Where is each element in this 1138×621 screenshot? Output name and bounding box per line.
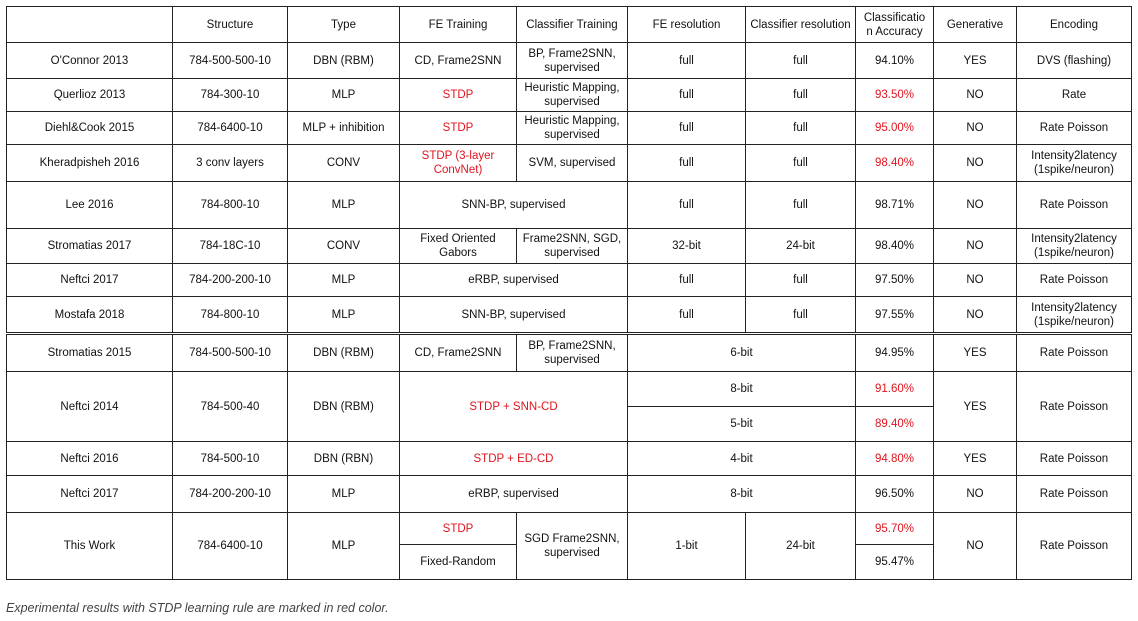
generative-cell: YES [934,334,1017,372]
classifier-training-cell [517,112,628,145]
classifier-training-cell [517,229,628,264]
classifier-resolution-cell: 24-bit [746,513,856,580]
accuracy-cell: 95.70% [856,513,934,545]
generative-cell: YES [934,43,1017,79]
fe-training-cell: CD, Frame2SNN [400,43,517,79]
encoding-cell: Rate Poisson [1017,264,1132,297]
classifier-resolution-cell: 24-bit [746,229,856,264]
resolution-cell: 8-bit [628,476,856,513]
classifier-training-cell: SVM, supervised [517,145,628,182]
classifier-line2: supervised [544,96,600,108]
encoding-cell: Rate Poisson [1017,476,1132,513]
fe-line1: Fixed Oriented [420,233,496,245]
fe-resolution-cell: full [628,79,746,112]
type-cell: DBN (RBM) [288,372,400,442]
table-row [7,513,1132,545]
method-name: Kheradpisheh 2016 [7,145,173,182]
encoding-cell [1017,229,1132,264]
table-row [7,334,1132,372]
classifier-resolution-cell: full [746,112,856,145]
encoding-cell: Rate Poisson [1017,513,1132,580]
header-classifier-resolution: Classifier resolution [746,7,856,43]
header-encoding: Encoding [1017,7,1132,43]
method-name: Neftci 2017 [7,476,173,513]
header-classifier-training: Classifier Training [517,7,628,43]
encoding-cell: Rate Poisson [1017,334,1132,372]
fe-training-cell: STDP [400,112,517,145]
fe-training-cell: STDP [400,79,517,112]
classifier-line1: Heuristic Mapping, [524,115,620,127]
generative-cell: NO [934,264,1017,297]
table-row [7,264,1132,297]
type-cell: MLP + inhibition [288,112,400,145]
generative-cell: NO [934,229,1017,264]
training-cell: STDP + ED-CD [400,442,628,476]
accuracy-cell: 91.60% [856,372,934,407]
method-name: Querlioz 2013 [7,79,173,112]
classifier-training-cell [517,79,628,112]
method-name: This Work [7,513,173,580]
encoding-cell: Rate Poisson [1017,442,1132,476]
structure-cell: 784-500-40 [173,372,288,442]
type-cell: DBN (RBM) [288,43,400,79]
encoding-line1: Intensity2latency [1031,233,1117,245]
generative-cell: NO [934,297,1017,334]
structure-cell: 3 conv layers [173,145,288,182]
header-row [7,7,1132,43]
method-name: Neftci 2016 [7,442,173,476]
structure-cell: 784-200-200-10 [173,476,288,513]
comparison-table-container [6,6,1132,580]
resolution-cell: 6-bit [628,334,856,372]
fe-training-cell [400,229,517,264]
classifier-line1: BP, Frame2SNN, [528,47,616,60]
encoding-line1: Intensity2latency [1031,301,1117,314]
structure-cell: 784-6400-10 [173,112,288,145]
table-row [7,297,1132,334]
table-caption: Experimental results with STDP learning rule are marked in red color. [6,601,389,615]
table-row [7,112,1132,145]
accuracy-cell: 97.55% [856,297,934,334]
method-name: Stromatias 2015 [7,334,173,372]
classifier-training-cell [517,43,628,79]
classifier-training-cell [517,513,628,580]
structure-cell: 784-800-10 [173,297,288,334]
accuracy-cell: 93.50% [856,79,934,112]
fe-resolution-cell: full [628,43,746,79]
classifier-line2: supervised [544,129,600,141]
fe-training-cell [400,145,517,182]
type-cell: DBN (RBN) [288,442,400,476]
accuracy-cell: 94.10% [856,43,934,79]
accuracy-cell: 97.50% [856,264,934,297]
classifier-line2: supervised [544,61,600,74]
method-name: O'Connor 2013 [7,43,173,79]
structure-cell: 784-500-10 [173,442,288,476]
fe-line1: STDP (3-layer [421,150,495,162]
generative-cell: NO [934,112,1017,145]
fe-training-cell: Fixed-Random [400,545,517,580]
header-generative: Generative [934,7,1017,43]
header-fe-training: FE Training [400,7,517,43]
comparison-table [6,6,1132,580]
type-cell: MLP [288,264,400,297]
structure-cell: 784-300-10 [173,79,288,112]
fe-resolution-cell: 32-bit [628,229,746,264]
encoding-cell [1017,297,1132,334]
table-row [7,442,1132,476]
type-cell: MLP [288,476,400,513]
type-cell: MLP [288,182,400,229]
accuracy-cell: 94.95% [856,334,934,372]
header-accuracy [856,7,934,43]
method-name: Neftci 2017 [7,264,173,297]
training-cell: SNN-BP, supervised [400,297,628,334]
fe-resolution-cell: full [628,145,746,182]
type-cell: CONV [288,145,400,182]
generative-cell: NO [934,79,1017,112]
encoding-cell: Rate [1017,79,1132,112]
type-cell: CONV [288,229,400,264]
table-row [7,145,1132,182]
generative-cell: NO [934,182,1017,229]
generative-cell: NO [934,145,1017,182]
table-row [7,476,1132,513]
generative-cell: NO [934,476,1017,513]
classifier-line1: BP, Frame2SNN, [528,340,616,352]
header-empty [7,7,173,43]
fe-training-cell: STDP [400,513,517,545]
classifier-line1: Frame2SNN, SGD, [522,233,622,245]
encoding-cell: DVS (flashing) [1017,43,1132,79]
type-cell: MLP [288,297,400,334]
structure-cell: 784-500-500-10 [173,334,288,372]
classifier-line1: Heuristic Mapping, [524,82,620,94]
training-cell: SNN-BP, supervised [400,182,628,229]
fe-line2: ConvNet) [433,164,483,176]
accuracy-cell: 98.40% [856,145,934,182]
fe-resolution-cell: 1-bit [628,513,746,580]
header-accuracy-line2: n Accuracy [866,25,923,38]
header-type: Type [288,7,400,43]
fe-training-cell: CD, Frame2SNN [400,334,517,372]
resolution-cell: 4-bit [628,442,856,476]
training-cell: eRBP, supervised [400,264,628,297]
training-cell: STDP + SNN-CD [400,372,628,442]
table-row [7,43,1132,79]
structure-cell: 784-18C-10 [173,229,288,264]
type-cell: MLP [288,513,400,580]
type-cell: DBN (RBM) [288,334,400,372]
encoding-cell [1017,145,1132,182]
fe-resolution-cell: full [628,297,746,334]
table-row [7,229,1132,264]
resolution-cell: 5-bit [628,407,856,442]
accuracy-cell: 96.50% [856,476,934,513]
table-row [7,79,1132,112]
fe-resolution-cell: full [628,112,746,145]
classifier-line1: SGD Frame2SNN, [524,533,620,545]
generative-cell: YES [934,442,1017,476]
method-name: Lee 2016 [7,182,173,229]
accuracy-cell: 95.47% [856,545,934,580]
accuracy-cell: 95.00% [856,112,934,145]
method-name: Diehl&Cook 2015 [7,112,173,145]
table-row [7,372,1132,407]
method-name: Stromatias 2017 [7,229,173,264]
classifier-resolution-cell: full [746,79,856,112]
encoding-line2: (1spike/neuron) [1034,247,1114,259]
fe-resolution-cell: full [628,264,746,297]
method-name: Mostafa 2018 [7,297,173,334]
accuracy-cell: 89.40% [856,407,934,442]
type-cell: MLP [288,79,400,112]
encoding-cell: Rate Poisson [1017,372,1132,442]
encoding-line2: (1spike/neuron) [1034,164,1114,176]
classifier-resolution-cell: full [746,43,856,79]
classifier-resolution-cell: full [746,145,856,182]
encoding-cell: Rate Poisson [1017,112,1132,145]
encoding-line1: Intensity2latency [1031,150,1117,162]
structure-cell: 784-6400-10 [173,513,288,580]
classifier-resolution-cell: full [746,297,856,334]
header-accuracy-line1: Classificatio [863,11,926,24]
structure-cell: 784-200-200-10 [173,264,288,297]
classifier-training-cell [517,334,628,372]
fe-line2: Gabors [439,247,477,259]
header-structure: Structure [173,7,288,43]
classifier-line2: supervised [544,247,600,259]
generative-cell: YES [934,372,1017,442]
header-fe-resolution: FE resolution [628,7,746,43]
encoding-cell: Rate Poisson [1017,182,1132,229]
classifier-resolution-cell: full [746,264,856,297]
accuracy-cell: 98.71% [856,182,934,229]
training-cell: eRBP, supervised [400,476,628,513]
resolution-cell: 8-bit [628,372,856,407]
accuracy-cell: 98.40% [856,229,934,264]
table-row [7,182,1132,229]
accuracy-cell: 94.80% [856,442,934,476]
classifier-resolution-cell: full [746,182,856,229]
classifier-line2: supervised [544,354,600,366]
classifier-line2: supervised [544,547,600,559]
encoding-line2: (1spike/neuron) [1034,315,1114,328]
structure-cell: 784-500-500-10 [173,43,288,79]
generative-cell: NO [934,513,1017,580]
method-name: Neftci 2014 [7,372,173,442]
fe-resolution-cell: full [628,182,746,229]
structure-cell: 784-800-10 [173,182,288,229]
